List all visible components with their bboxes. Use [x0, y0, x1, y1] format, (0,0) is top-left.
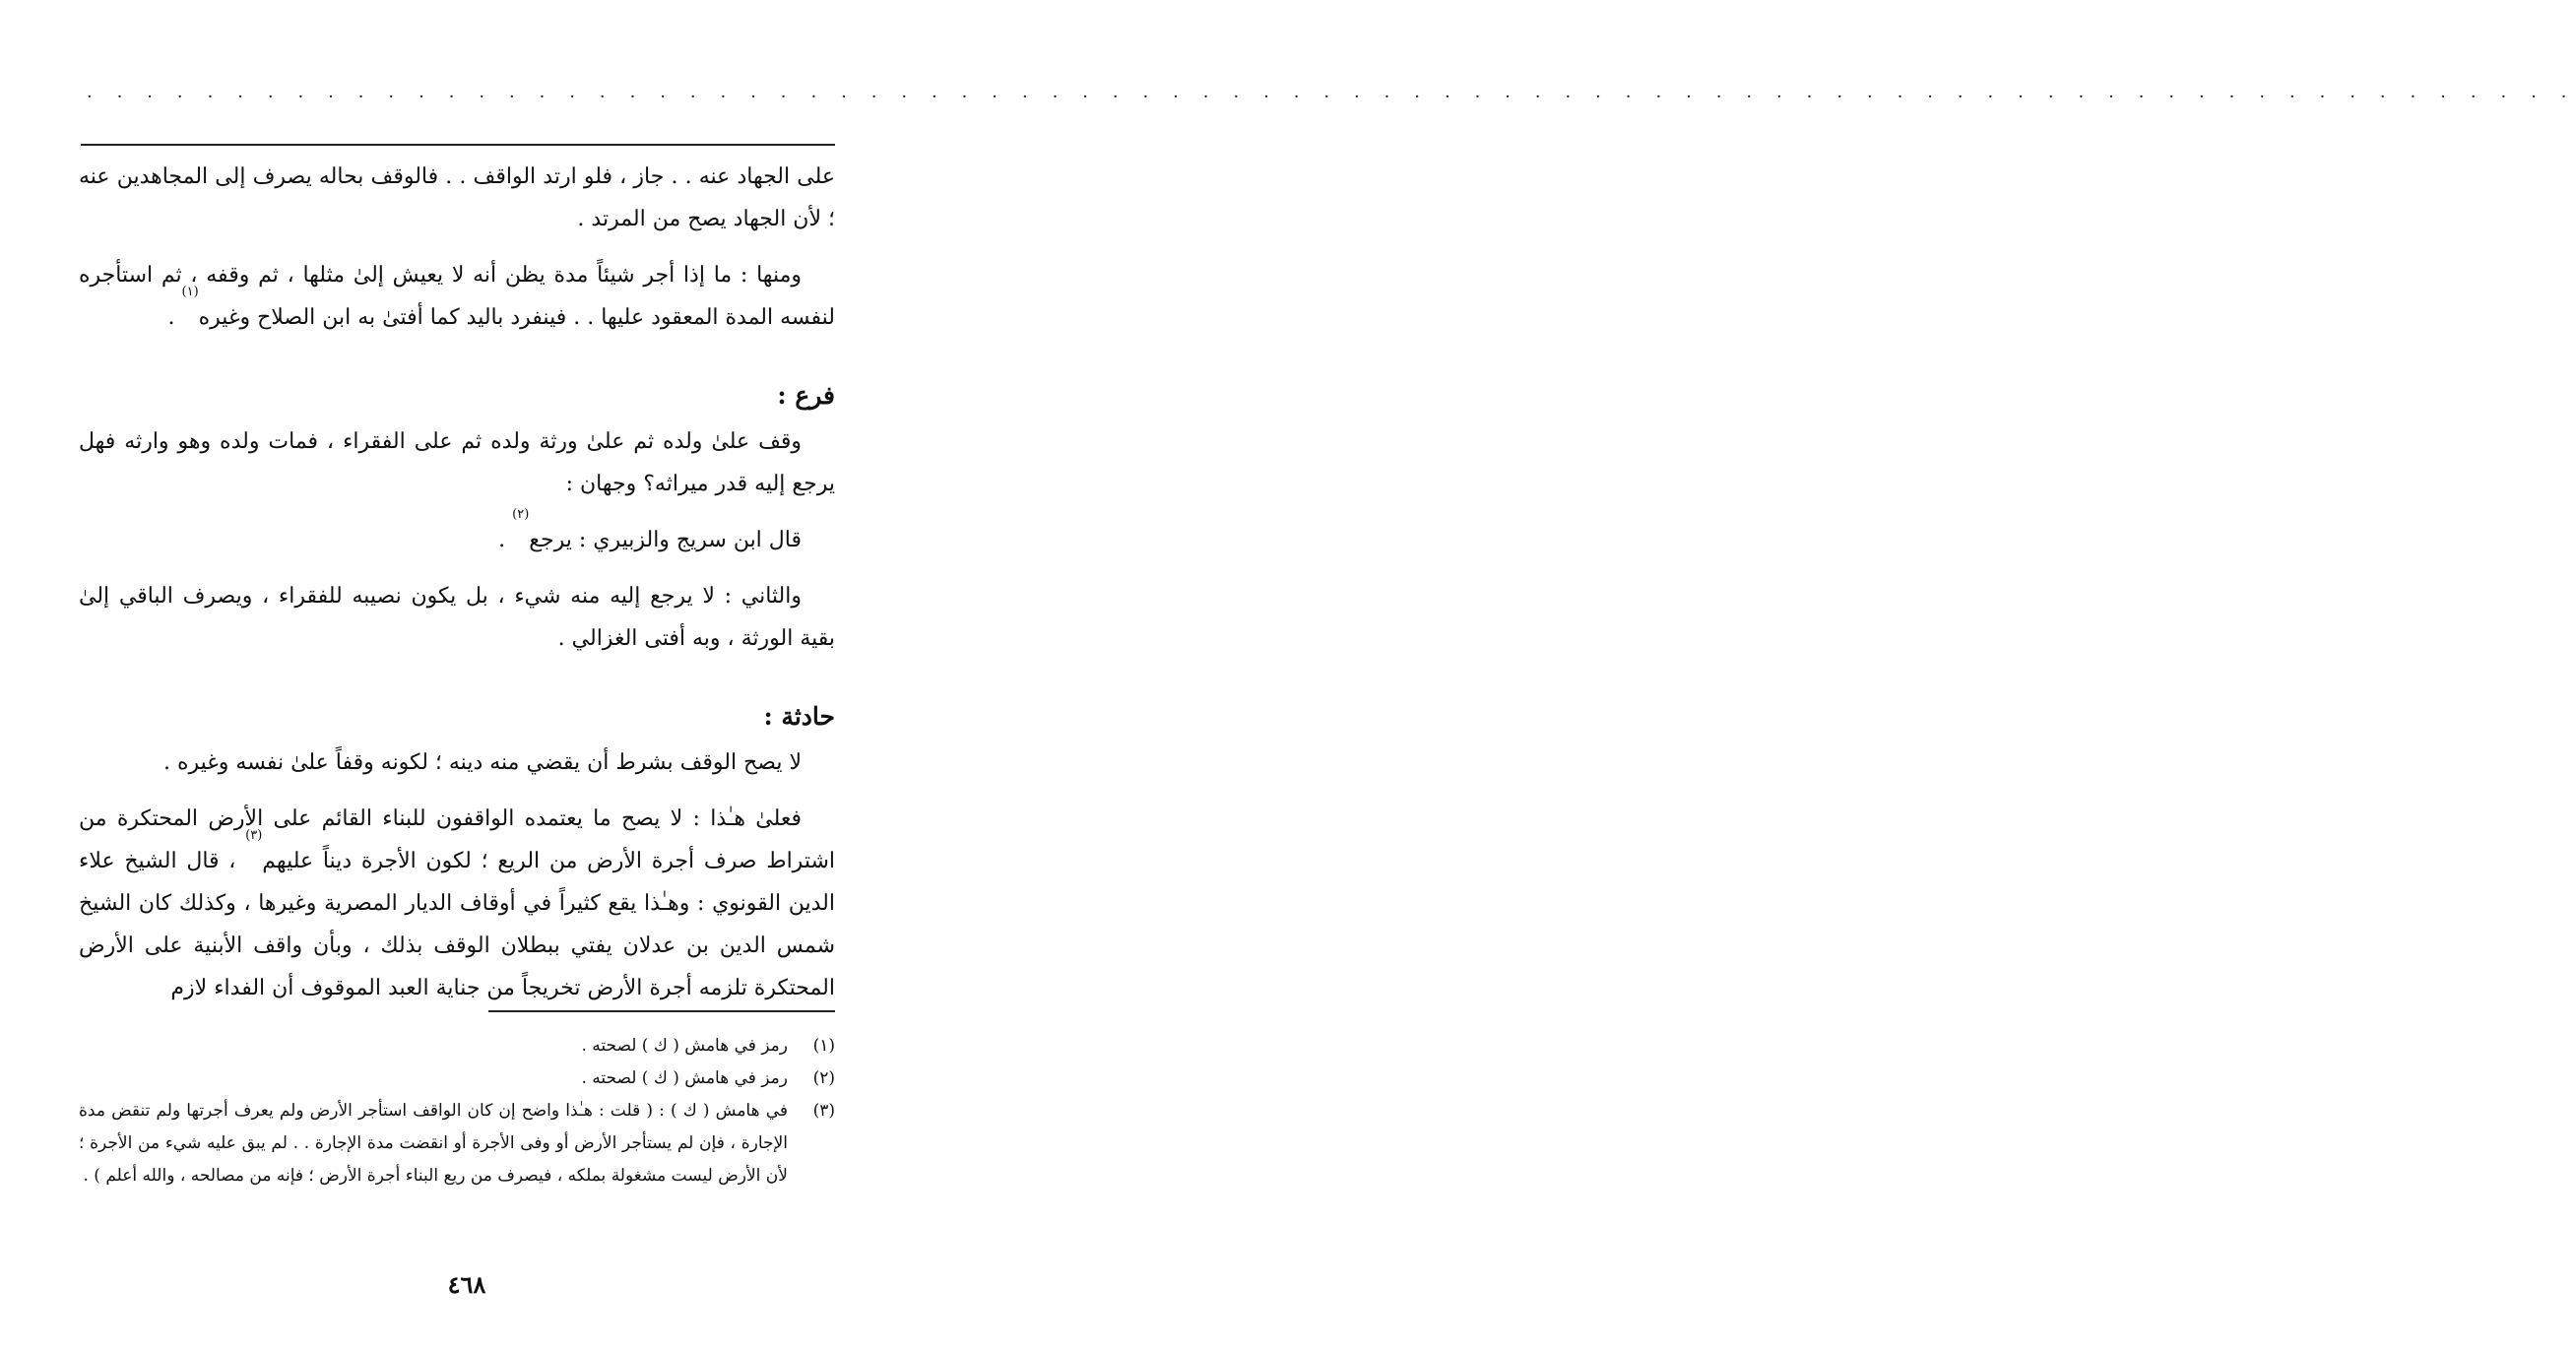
paragraph [79, 507, 835, 561]
section-heading: فرع : [777, 381, 835, 410]
footnote-number: (١) [812, 1036, 835, 1056]
footnote-text: رمز في هامش ( ك ) لصحته . [581, 1068, 788, 1088]
footnote-item [79, 1062, 835, 1095]
footnote-ref[interactable]: (٣) [245, 828, 263, 843]
paragraph [79, 254, 835, 339]
header-rule [81, 144, 835, 146]
paragraph-text: ومنها : ما إذا أجر شيئاً مدة يظن أنه لا يعيش إلىٰ مثلها ، ثم وقفه ، ثم استأجره لنفسه المدة المعقود عليها . . فينفرد باليد كما أفتىٰ به ابن الصلاح وغيره [79, 263, 835, 330]
footnote-separator [488, 1010, 835, 1012]
paragraph [79, 420, 835, 505]
paragraph-text: فعلىٰ هـٰذا : لا يصح ما يعتمده الواقفون للبناء القائم على الأرض المحتكرة من اشتراط صرف أجرة الأرض من الريع ؛ لكون الأجرة ديناً عليهم [79, 806, 835, 873]
footnote-item [79, 1095, 835, 1192]
paragraph-tail: . [498, 528, 513, 552]
footnote-item [79, 1030, 835, 1062]
footnote-number: (٢) [812, 1068, 835, 1088]
main-text [79, 156, 835, 1009]
paragraph [79, 156, 835, 240]
footnote-text: رمز في هامش ( ك ) لصحته . [581, 1036, 788, 1056]
paragraph-text: لا يصح الوقف بشرط أن يقضي منه دينه ؛ لكونه وقفاً علىٰ نفسه وغيره . [162, 750, 802, 775]
header-dotted-line: · · · · · · · · · · · · · · · · · · · · · · · · · · · · · · · · · · · · · · · · · · · · · · · · · · · · · · · · · · · · · · · · · · · · · · · · · · · · · · · · · · · [87, 87, 2576, 107]
paragraph-tail: ، قال الشيخ علاء الدين القونوي : وهـٰذا يقع كثيراً في أوقاف الديار المصرية وغيرها ، وكذلك كان الشيخ شمس الدين بن عدلان يفتي ببطلان الوقف بذلك ، وبأن واقف الأبنية على الأرض المحتكرة تلزمه أجرة الأرض تخريجاً من جناية العبد الموقوف أن الفداء لازم [79, 849, 835, 1000]
paragraph-tail: . [167, 305, 182, 330]
paragraph-text: والثاني : لا يرجع إليه منه شيء ، بل يكون نصيبه للفقراء ، ويصرف الباقي إلىٰ بقية الورثة ، وبه أفتى الغزالي . [79, 584, 835, 651]
footnote-ref[interactable]: (٢) [512, 507, 530, 522]
paragraph [79, 741, 835, 784]
page-number: ٤٦٨ [447, 1270, 486, 1299]
paragraph-text: قال ابن سريج والزبيري : يرجع [529, 528, 802, 552]
paragraph-text: على الجهاد عنه . . جاز ، فلو ارتد الواقف . . فالوقف بحاله يصرف إلى المجاهدين عنه ؛ لأن الجهاد يصح من المرتد . [79, 164, 835, 231]
footnote-ref[interactable]: (١) [181, 285, 199, 299]
footnotes [79, 1030, 835, 1192]
paragraph-text: وقف علىٰ ولده ثم علىٰ ورثة ولده ثم على الفقراء ، فمات ولده وهو وارثه فهل يرجع إليه قدر ميراثه؟ وجهان : [79, 429, 835, 496]
footnote-text: في هامش ( ك ) : ( قلت : هـٰذا واضح إن كان الواقف استأجر الأرض ولم يعرف أجرتها ولم تنقض مدة الإجارة ، فإن لم يستأجر الأرض أو وفى الأجرة أو انقضت مدة الإجارة . . لم يبق عليه شيء من الأجرة ؛ لأن الأرض ليست مشغولة بملكه ، فيصرف من ريع البناء أجرة الأرض ؛ فإنه من مصالحه ، والله أعلم ) . [79, 1101, 788, 1186]
section-heading: حادثة : [763, 702, 835, 731]
footnote-number: (٣) [812, 1101, 835, 1121]
paragraph [79, 575, 835, 660]
paragraph [79, 798, 835, 1009]
